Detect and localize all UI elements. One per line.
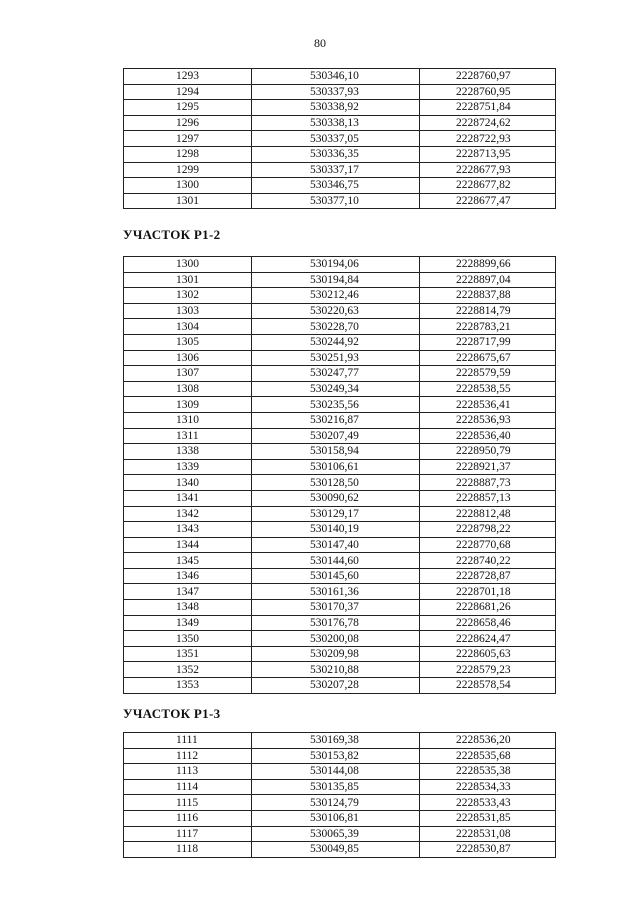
point-number-cell: 1307 [124, 366, 252, 382]
point-number-cell: 1343 [124, 522, 252, 538]
point-number-cell: 1346 [124, 568, 252, 584]
x-coordinate-cell: 530336,35 [252, 146, 420, 162]
table-row [124, 272, 556, 288]
table-row [124, 584, 556, 600]
point-number-cell: 1341 [124, 490, 252, 506]
x-coordinate-cell: 530251,93 [252, 350, 420, 366]
table-row [124, 334, 556, 350]
y-coordinate-cell: 2228677,82 [420, 178, 556, 194]
x-coordinate-cell: 530210,88 [252, 662, 420, 678]
table-row [124, 288, 556, 304]
point-number-cell: 1349 [124, 615, 252, 631]
point-number-cell: 1295 [124, 100, 252, 116]
point-number-cell: 1304 [124, 319, 252, 335]
table-row [124, 748, 556, 764]
table-row [124, 397, 556, 413]
table-row [124, 115, 556, 131]
section-title-r1-3: УЧАСТОК Р1-3 [123, 706, 221, 721]
table-row [124, 303, 556, 319]
page-number: 80 [314, 36, 326, 50]
x-coordinate-cell: 530346,75 [252, 178, 420, 194]
y-coordinate-cell: 2228897,04 [420, 272, 556, 288]
x-coordinate-cell: 530090,62 [252, 490, 420, 506]
y-coordinate-cell: 2228837,88 [420, 288, 556, 304]
point-number-cell: 1112 [124, 748, 252, 764]
x-coordinate-cell: 530128,50 [252, 475, 420, 491]
point-number-cell: 1340 [124, 475, 252, 491]
table-row [124, 733, 556, 749]
y-coordinate-cell: 2228681,26 [420, 600, 556, 616]
y-coordinate-cell: 2228899,66 [420, 257, 556, 273]
x-coordinate-cell: 530145,60 [252, 568, 420, 584]
table-row [124, 84, 556, 100]
coordinate-table-r1-3 [123, 732, 556, 858]
x-coordinate-cell: 530338,13 [252, 115, 420, 131]
y-coordinate-cell: 2228722,93 [420, 131, 556, 147]
point-number-cell: 1347 [124, 584, 252, 600]
point-number-cell: 1344 [124, 537, 252, 553]
point-number-cell: 1298 [124, 146, 252, 162]
table-row [124, 615, 556, 631]
y-coordinate-cell: 2228887,73 [420, 475, 556, 491]
x-coordinate-cell: 530212,46 [252, 288, 420, 304]
point-number-cell: 1353 [124, 678, 252, 694]
point-number-cell: 1296 [124, 115, 252, 131]
y-coordinate-cell: 2228675,67 [420, 350, 556, 366]
x-coordinate-cell: 530153,82 [252, 748, 420, 764]
table-row [124, 631, 556, 647]
point-number-cell: 1300 [124, 257, 252, 273]
y-coordinate-cell: 2228728,87 [420, 568, 556, 584]
table-row [124, 193, 556, 209]
y-coordinate-cell: 2228701,18 [420, 584, 556, 600]
table-row [124, 475, 556, 491]
point-number-cell: 1305 [124, 334, 252, 350]
x-coordinate-cell: 530244,92 [252, 334, 420, 350]
point-number-cell: 1350 [124, 631, 252, 647]
x-coordinate-cell: 530158,94 [252, 444, 420, 460]
table-row [124, 100, 556, 116]
y-coordinate-cell: 2228760,95 [420, 84, 556, 100]
x-coordinate-cell: 530194,84 [252, 272, 420, 288]
y-coordinate-cell: 2228717,99 [420, 334, 556, 350]
y-coordinate-cell: 2228740,22 [420, 553, 556, 569]
x-coordinate-cell: 530065,39 [252, 826, 420, 842]
table-row [124, 810, 556, 826]
x-coordinate-cell: 530169,38 [252, 733, 420, 749]
table-row [124, 842, 556, 858]
y-coordinate-cell: 2228535,38 [420, 764, 556, 780]
table-row [124, 146, 556, 162]
x-coordinate-cell: 530216,87 [252, 412, 420, 428]
y-coordinate-cell: 2228857,13 [420, 490, 556, 506]
point-number-cell: 1300 [124, 178, 252, 194]
table-row [124, 381, 556, 397]
y-coordinate-cell: 2228531,85 [420, 810, 556, 826]
x-coordinate-cell: 530346,10 [252, 69, 420, 85]
point-number-cell: 1348 [124, 600, 252, 616]
x-coordinate-cell: 530140,19 [252, 522, 420, 538]
table-row [124, 162, 556, 178]
table-row [124, 537, 556, 553]
x-coordinate-cell: 530200,08 [252, 631, 420, 647]
y-coordinate-cell: 2228536,41 [420, 397, 556, 413]
table-row [124, 568, 556, 584]
y-coordinate-cell: 2228921,37 [420, 459, 556, 475]
y-coordinate-cell: 2228624,47 [420, 631, 556, 647]
y-coordinate-cell: 2228534,33 [420, 779, 556, 795]
table-row [124, 444, 556, 460]
point-number-cell: 1115 [124, 795, 252, 811]
x-coordinate-cell: 530228,70 [252, 319, 420, 335]
point-number-cell: 1308 [124, 381, 252, 397]
y-coordinate-cell: 2228579,59 [420, 366, 556, 382]
x-coordinate-cell: 530129,17 [252, 506, 420, 522]
y-coordinate-cell: 2228814,79 [420, 303, 556, 319]
point-number-cell: 1297 [124, 131, 252, 147]
x-coordinate-cell: 530235,56 [252, 397, 420, 413]
x-coordinate-cell: 530135,85 [252, 779, 420, 795]
y-coordinate-cell: 2228531,08 [420, 826, 556, 842]
x-coordinate-cell: 530161,36 [252, 584, 420, 600]
x-coordinate-cell: 530209,98 [252, 646, 420, 662]
table-row [124, 366, 556, 382]
y-coordinate-cell: 2228536,20 [420, 733, 556, 749]
point-number-cell: 1301 [124, 272, 252, 288]
table-row [124, 178, 556, 194]
x-coordinate-cell: 530144,60 [252, 553, 420, 569]
y-coordinate-cell: 2228658,46 [420, 615, 556, 631]
y-coordinate-cell: 2228530,87 [420, 842, 556, 858]
table-row [124, 412, 556, 428]
y-coordinate-cell: 2228578,54 [420, 678, 556, 694]
y-coordinate-cell: 2228677,93 [420, 162, 556, 178]
y-coordinate-cell: 2228535,68 [420, 748, 556, 764]
point-number-cell: 1302 [124, 288, 252, 304]
point-number-cell: 1117 [124, 826, 252, 842]
point-number-cell: 1113 [124, 764, 252, 780]
table-row [124, 779, 556, 795]
point-number-cell: 1294 [124, 84, 252, 100]
point-number-cell: 1293 [124, 69, 252, 85]
table-row [124, 795, 556, 811]
y-coordinate-cell: 2228536,40 [420, 428, 556, 444]
x-coordinate-cell: 530106,81 [252, 810, 420, 826]
table-row [124, 662, 556, 678]
point-number-cell: 1306 [124, 350, 252, 366]
coordinate-table-1 [123, 68, 556, 209]
table-row [124, 826, 556, 842]
table-row [124, 490, 556, 506]
x-coordinate-cell: 530106,61 [252, 459, 420, 475]
point-number-cell: 1342 [124, 506, 252, 522]
y-coordinate-cell: 2228538,55 [420, 381, 556, 397]
y-coordinate-cell: 2228798,22 [420, 522, 556, 538]
x-coordinate-cell: 530249,34 [252, 381, 420, 397]
y-coordinate-cell: 2228713,95 [420, 146, 556, 162]
x-coordinate-cell: 530194,06 [252, 257, 420, 273]
point-number-cell: 1114 [124, 779, 252, 795]
y-coordinate-cell: 2228677,47 [420, 193, 556, 209]
table-row [124, 553, 556, 569]
point-number-cell: 1352 [124, 662, 252, 678]
y-coordinate-cell: 2228783,21 [420, 319, 556, 335]
point-number-cell: 1299 [124, 162, 252, 178]
point-number-cell: 1118 [124, 842, 252, 858]
x-coordinate-cell: 530377,10 [252, 193, 420, 209]
point-number-cell: 1311 [124, 428, 252, 444]
x-coordinate-cell: 530207,28 [252, 678, 420, 694]
table-row [124, 319, 556, 335]
x-coordinate-cell: 530338,92 [252, 100, 420, 116]
table-row [124, 257, 556, 273]
y-coordinate-cell: 2228760,97 [420, 69, 556, 85]
x-coordinate-cell: 530337,05 [252, 131, 420, 147]
y-coordinate-cell: 2228724,62 [420, 115, 556, 131]
y-coordinate-cell: 2228579,23 [420, 662, 556, 678]
point-number-cell: 1309 [124, 397, 252, 413]
x-coordinate-cell: 530207,49 [252, 428, 420, 444]
y-coordinate-cell: 2228533,43 [420, 795, 556, 811]
table-row [124, 646, 556, 662]
table-row [124, 131, 556, 147]
point-number-cell: 1301 [124, 193, 252, 209]
point-number-cell: 1303 [124, 303, 252, 319]
y-coordinate-cell: 2228812,48 [420, 506, 556, 522]
x-coordinate-cell: 530176,78 [252, 615, 420, 631]
point-number-cell: 1310 [124, 412, 252, 428]
y-coordinate-cell: 2228536,93 [420, 412, 556, 428]
point-number-cell: 1338 [124, 444, 252, 460]
x-coordinate-cell: 530247,77 [252, 366, 420, 382]
coordinate-table-r1-2 [123, 256, 556, 694]
table-row [124, 350, 556, 366]
x-coordinate-cell: 530337,17 [252, 162, 420, 178]
table-row [124, 459, 556, 475]
point-number-cell: 1116 [124, 810, 252, 826]
section-title-r1-2: УЧАСТОК Р1-2 [123, 227, 221, 242]
x-coordinate-cell: 530144,08 [252, 764, 420, 780]
x-coordinate-cell: 530147,40 [252, 537, 420, 553]
x-coordinate-cell: 530049,85 [252, 842, 420, 858]
table-row [124, 600, 556, 616]
x-coordinate-cell: 530337,93 [252, 84, 420, 100]
table-row [124, 522, 556, 538]
y-coordinate-cell: 2228751,84 [420, 100, 556, 116]
y-coordinate-cell: 2228605,63 [420, 646, 556, 662]
point-number-cell: 1111 [124, 733, 252, 749]
point-number-cell: 1345 [124, 553, 252, 569]
table-row [124, 69, 556, 85]
table-row [124, 678, 556, 694]
y-coordinate-cell: 2228950,79 [420, 444, 556, 460]
y-coordinate-cell: 2228770,68 [420, 537, 556, 553]
point-number-cell: 1339 [124, 459, 252, 475]
x-coordinate-cell: 530170,37 [252, 600, 420, 616]
point-number-cell: 1351 [124, 646, 252, 662]
x-coordinate-cell: 530220,63 [252, 303, 420, 319]
x-coordinate-cell: 530124,79 [252, 795, 420, 811]
table-row [124, 506, 556, 522]
table-row [124, 764, 556, 780]
table-row [124, 428, 556, 444]
